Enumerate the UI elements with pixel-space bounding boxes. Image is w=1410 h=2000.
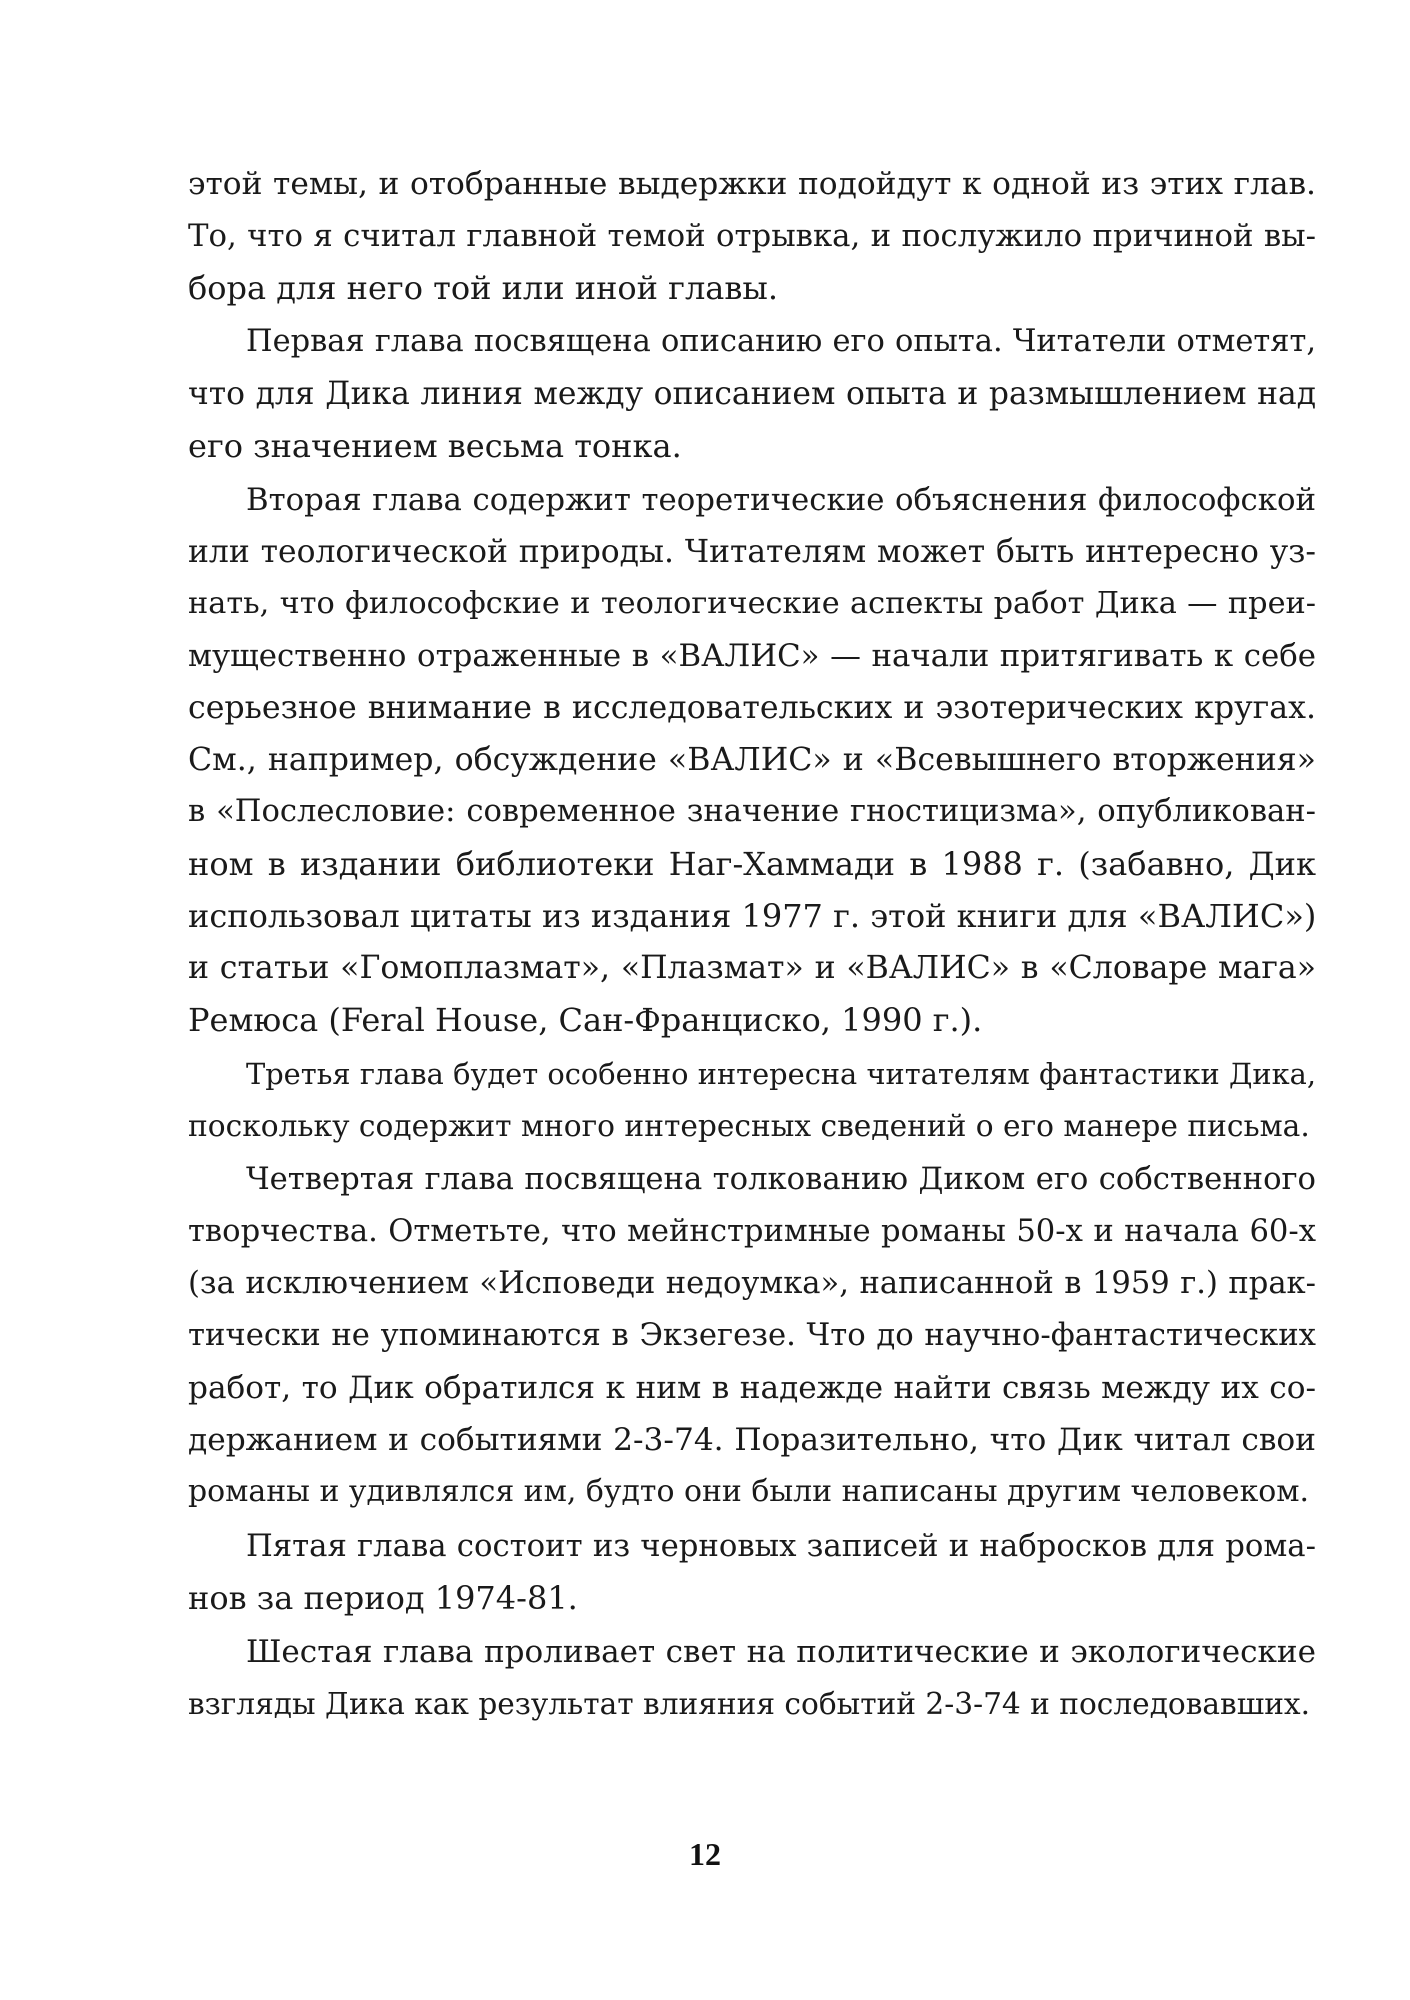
paragraph [188,1520,1316,1624]
text-line: Четвертая глава посвящена толкованию Диком его собственного [246,1162,1316,1197]
text-line: нов за период 1974-81. [188,1579,578,1617]
text-line: серьезное внимание в исследовательских и эзотерических кругах. [188,690,1316,726]
text-line: ном в издании библиотеки Наг-Хаммади в 1988 г. (забавно, Дик [188,845,1316,883]
text-line: нать, что философские и теологические аспекты работ Дика — преи- [188,586,1316,621]
text-line: Вторая глава содержит теоретические объяснения философской [246,482,1316,518]
paragraph [188,1048,1316,1152]
text-line: мущественно отраженные в «ВАЛИС» — начали притягивать к себе [188,638,1316,674]
body-text [188,158,1316,1732]
text-line: Ремюса (Feral House, Сан-Франциско, 1990 г.). [188,1001,983,1039]
text-line: тически не упоминаются в Экзегезе. Что до научно-фантастических [188,1318,1316,1353]
text-line: То, что я считал главной темой отрывка, и послужило причиной вы- [188,218,1316,254]
text-line: романы и удивлялся им, будто они были написаны другим человеком. [188,1474,1310,1509]
paragraph [188,158,1316,314]
text-line: бора для него той или иной главы. [188,269,778,307]
text-line: этой темы, и отобранные выдержки подойдут к одной из этих глав. [188,166,1316,202]
text-line: в «Послесловие: современное значение гностицизма», опубликован- [188,794,1316,829]
paragraph [188,474,1316,1046]
text-line: его значением весьма тонка. [188,427,682,465]
text-line: держанием и событиями 2-3-74. Поразительно, что Дик читал свои [188,1422,1316,1458]
text-line: Первая глава посвящена описанию его опыта. Читатели отметят, [246,324,1316,359]
paragraph [188,316,1316,472]
text-line: работ, то Дик обратился к ним в надежде найти связь между их со- [188,1370,1316,1406]
text-line: Шестая глава проливает свет на политические и экологические [246,1634,1316,1670]
text-line: или теологической природы. Читателям может быть интересно уз- [188,534,1316,570]
text-line: что для Дика линия между описанием опыта и размышлением над [188,376,1316,412]
text-line: поскольку содержит много интересных сведений о его манере письма. [188,1108,1310,1143]
text-line: Третья глава будет особенно интересна читателям фантастики Дика, [246,1057,1316,1091]
paragraph [188,1626,1316,1730]
text-line: (за исключением «Исповеди недоумка», написанной в 1959 г.) прак- [188,1266,1316,1301]
text-line: Пятая глава состоит из черновых записей и набросков для рома- [246,1528,1316,1564]
text-line: взгляды Дика как результат влияния событий 2-3-74 и последовавших. [188,1687,1311,1721]
page-number: 12 [689,1836,721,1872]
text-line: и статьи «Гомоплазмат», «Плазмат» и «ВАЛИС» в «Словаре мага» [188,950,1316,986]
text-line: См., например, обсуждение «ВАЛИС» и «Всевышнего вторжения» [188,742,1316,778]
paragraph [188,1154,1316,1518]
text-line: творчества. Отметьте, что мейнстримные романы 50-х и начала 60-х [188,1214,1316,1249]
text-line: использовал цитаты из издания 1977 г. этой книги для «ВАЛИС») [188,897,1317,935]
